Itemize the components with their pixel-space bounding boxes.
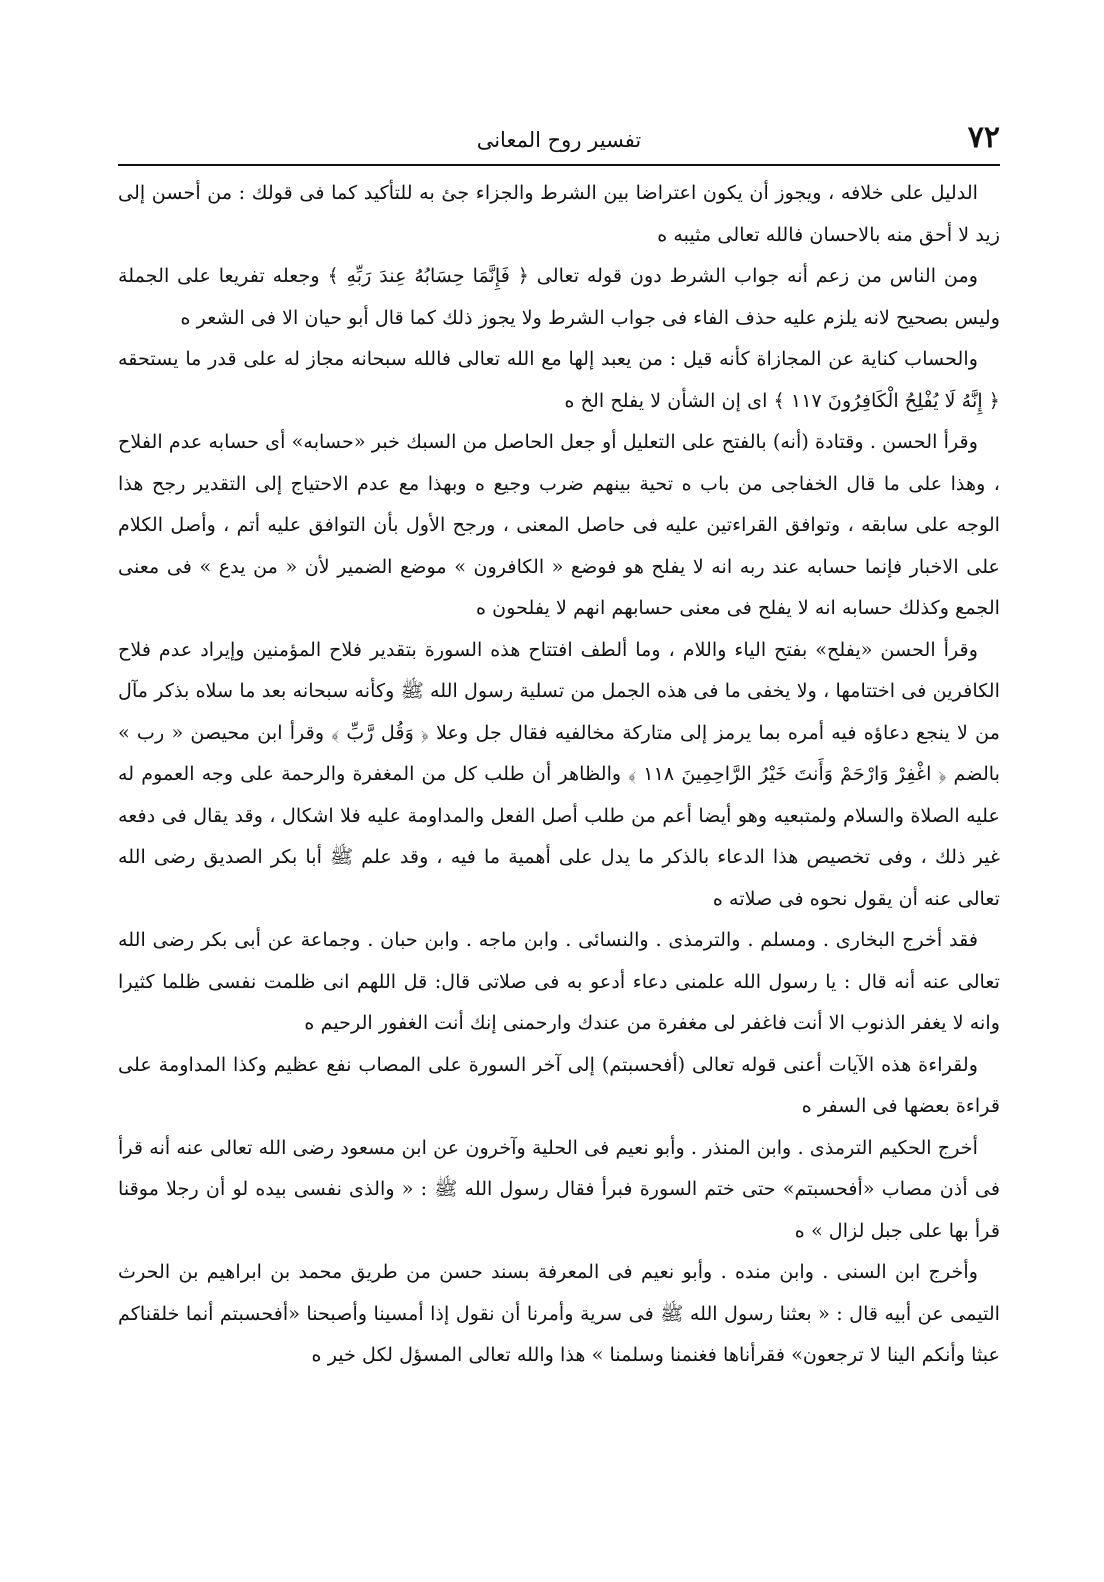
- page-number: ٧٢: [967, 120, 1000, 155]
- paragraph: والحساب كناية عن المجازاة كأنه قيل : من يعبد إلها مع الله تعالى فالله سبحانه مجاز له على قدر ما يستحقه ﴿ إِنَّهُ لَا يُفْلِحُ الْكَافِرُونَ ١١٧ ﴾ اى إن الشأن لا يفلح الخ ه: [118, 347, 1000, 412]
- book-page: [118, 118, 1000, 1468]
- paragraph: أخرج الحكيم الترمذى . وابن المنذر . وأبو نعيم فى الحلية وآخرون عن ابن مسعود رضى الله تعالى عنه أنه قرأ فى أذن مصاب «أفحسبتم» حتى ختم السورة فبرأ فقال رسول الله ﷺ : « والذى نفسى بيده لو أن رجلا موقنا قرأ بها على جبل لزال » ه: [118, 1135, 1000, 1242]
- paragraph: وقرأ الحسن . وقتادة (أنه) بالفتح على التعليل أو جعل الحاصل من السبك خبر «حسابه» أى حسابه عدم الفلاح ، وهذا على ما قال الخفاجى من باب ه تحية بينهم ضرب وجيع ه وبهذا مع عدم الاحتياج إلى التقدير رجح هذا الوجه على سابقه ، وتوافق القراءتين عليه فى حاصل المعنى ، ورجح الأول بأن التوافق عليه أتم ، وأصل الكلام على الاخبار فإنما حسابه عند ربه انه لا يفلح هو فوضع « الكافرون » موضع الضمير لأن « من يدع » فى معنى الجمع وكذلك حسابه انه لا يفلح فى معنى حسابهم انهم لا يفلحون ه: [118, 430, 1000, 619]
- page-header: [118, 118, 1000, 166]
- running-title: تفسير روح المعانى: [476, 128, 642, 152]
- paragraph: وأخرج ابن السنى . وابن منده . وأبو نعيم فى المعرفة بسند حسن من طريق محمد بن ابراهيم بن الحرث التيمى عن أبيه قال : « بعثنا رسول الله ﷺ فى سرية وأمرنا أن نقول إذا أمسينا وأصبحنا «أفحسبتم أنما خلقناكم عبثا وأنكم الينا لا ترجعون» فقرأناها فغنمنا وسلمنا » هذا والله تعالى المسؤل لكل خير ه: [118, 1260, 1000, 1366]
- paragraph: فقد أخرج البخارى . ومسلم . والترمذى . والنسائى . وابن ماجه . وابن حبان . وجماعة عن أبى بكر رضى الله تعالى عنه أنه قال : يا رسول الله علمنى دعاء أدعو به فى صلاتى قال: قل اللهم انى ظلمت نفسى ظلما كثيرا وانه لا يغفر الذنوب الا أنت فاغفر لى مغفرة من عندك وارحمنى إنك أنت الغفور الرحيم ه: [118, 928, 1000, 1034]
- paragraph: وقرأ الحسن «يفلح» بفتح الياء واللام ، وما ألطف افتتاح هذه السورة بتقدير فلاح المؤمنين وإيراد عدم فلاح الكافرين فى اختتامها ، ولا يخفى ما فى هذه الجمل من تسلية رسول الله ﷺ وكأنه سبحانه بعد ما سلاه بذكر مآل من لا ينجع دعاؤه فيه أمره بما يرمز إلى متاركة مخالفيه فقال جل وعلا ﴿ وَقُل رَّبِّ ﴾ وقرأ ابن محيصن « رب » بالضم ﴿ اغْفِرْ وَارْحَمْ وَأَنتَ خَيْرُ الرَّاحِمِينَ ١١٨ ﴾ والظاهر أن طلب كل من المغفرة والرحمة على وجه العموم له عليه الصلاة والسلام ولمتبعيه وهو أيضا أعم من طلب أصل الفعل والمداومة عليه فلا اشكال ، وقد يقال فى دفعه غير ذلك ، وفى تخصيص هذا الدعاء بالذكر ما يدل على أهمية ما فيه ، وقد علم ﷺ أبا بكر الصديق رضى الله تعالى عنه أن يقول نحوه فى صلاته ه: [118, 637, 1000, 910]
- body-text: [118, 172, 1000, 1376]
- paragraph: ومن الناس من زعم أنه جواب الشرط دون قوله تعالى ﴿ فَإِنَّمَا حِسَابُهُ عِندَ رَبِّهِ ﴾ وجعله تفريعا على الجملة وليس بصحيح لانه يلزم عليه حذف الفاء فى جواب الشرط ولا يجوز ذلك كما قال أبو حيان الا فى الشعر ه: [118, 264, 1000, 329]
- paragraph: الدليل على خلافه ، ويجوز أن يكون اعتراضا بين الشرط والجزاء جئ به للتأكيد كما فى قولك : من أحسن إلى زيد لا أحق منه بالاحسان فالله تعالى مثيبه ه: [118, 181, 1000, 246]
- paragraph: ولقراءة هذه الآيات أعنى قوله تعالى (أفحسبتم) إلى آخر السورة على المصاب نفع عظيم وكذا المداومة على قراءة بعضها فى السفر ه: [118, 1052, 1000, 1117]
